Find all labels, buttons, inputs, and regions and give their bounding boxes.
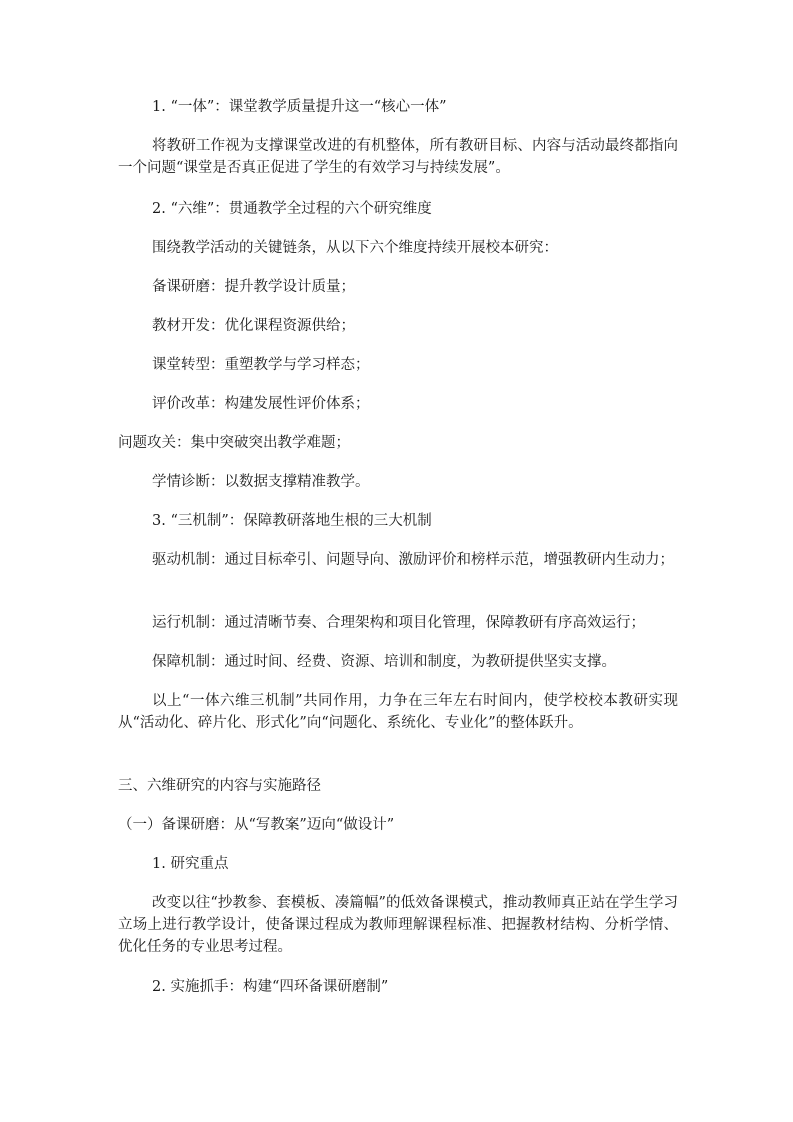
- paragraph-support-mechanism: 保障机制：通过时间、经费、资源、培训和制度，为教研提供坚实支撑。: [152, 654, 616, 670]
- paragraph-six-dimensions-intro: 围绕教学活动的关键链条，从以下六个维度持续开展校本研究：: [152, 240, 558, 256]
- list-item-textbook-dev: 教材开发：优化课程资源供给；: [152, 318, 355, 334]
- list-item-evaluation-reform: 评价改革：构建发展性评价体系；: [152, 396, 370, 412]
- paragraph-one-body-desc: 将教研工作视为支撑课堂改进的有机整体，所有教研目标、内容与活动最终都指向一个问题“课堂是否真正促进了学生的有效学习与持续发展”。: [118, 138, 678, 176]
- section-heading-three: 三、六维研究的内容与实施路径: [118, 778, 321, 794]
- list-item-lesson-prep: 备课研磨：提升教学设计质量；: [152, 279, 355, 295]
- heading-six-dimensions: 2. “六维”：贯通教学全过程的六个研究维度: [152, 201, 432, 217]
- list-item-problem-solving: 问题攻关：集中突破突出教学难题；: [118, 435, 350, 451]
- heading-research-focus: 1. 研究重点: [152, 856, 229, 872]
- heading-one-body: 1. “一体”：课堂教学质量提升这一“核心一体”: [152, 99, 447, 115]
- paragraph-operation-mechanism: 运行机制：通过清晰节奏、合理架构和项目化管理，保障教研有序高效运行；: [152, 615, 645, 631]
- heading-three-mechanisms: 3. “三机制”：保障教研落地生根的三大机制: [152, 513, 432, 529]
- paragraph-research-focus: 改变以往“抄教参、套模板、凑篇幅”的低效备课模式，推动教师真正站在学生学习立场上进行教学设计，使备课过程成为教师理解课程标准、把握教材结构、分析学情、优化任务的专业思考过程。: [118, 895, 678, 955]
- subsection-heading-lesson-prep: （一）备课研磨：从“写教案”迈向“做设计”: [118, 817, 395, 833]
- paragraph-summary: 以上“一体六维三机制”共同作用，力争在三年左右时间内，使学校校本教研实现从“活动化、碎片化、形式化”向“问题化、系统化、专业化”的整体跃升。: [118, 693, 678, 731]
- heading-implementation: 2. 实施抓手：构建“四环备课研磨制”: [152, 979, 389, 995]
- list-item-classroom-transform: 课堂转型：重塑教学与学习样态；: [152, 357, 370, 373]
- paragraph-drive-mechanism: 驱动机制：通过目标牵引、问题导向、激励评价和榜样示范，增强教研内生动力；: [152, 552, 674, 568]
- list-item-learning-diagnosis: 学情诊断：以数据支撑精准教学。: [152, 474, 370, 490]
